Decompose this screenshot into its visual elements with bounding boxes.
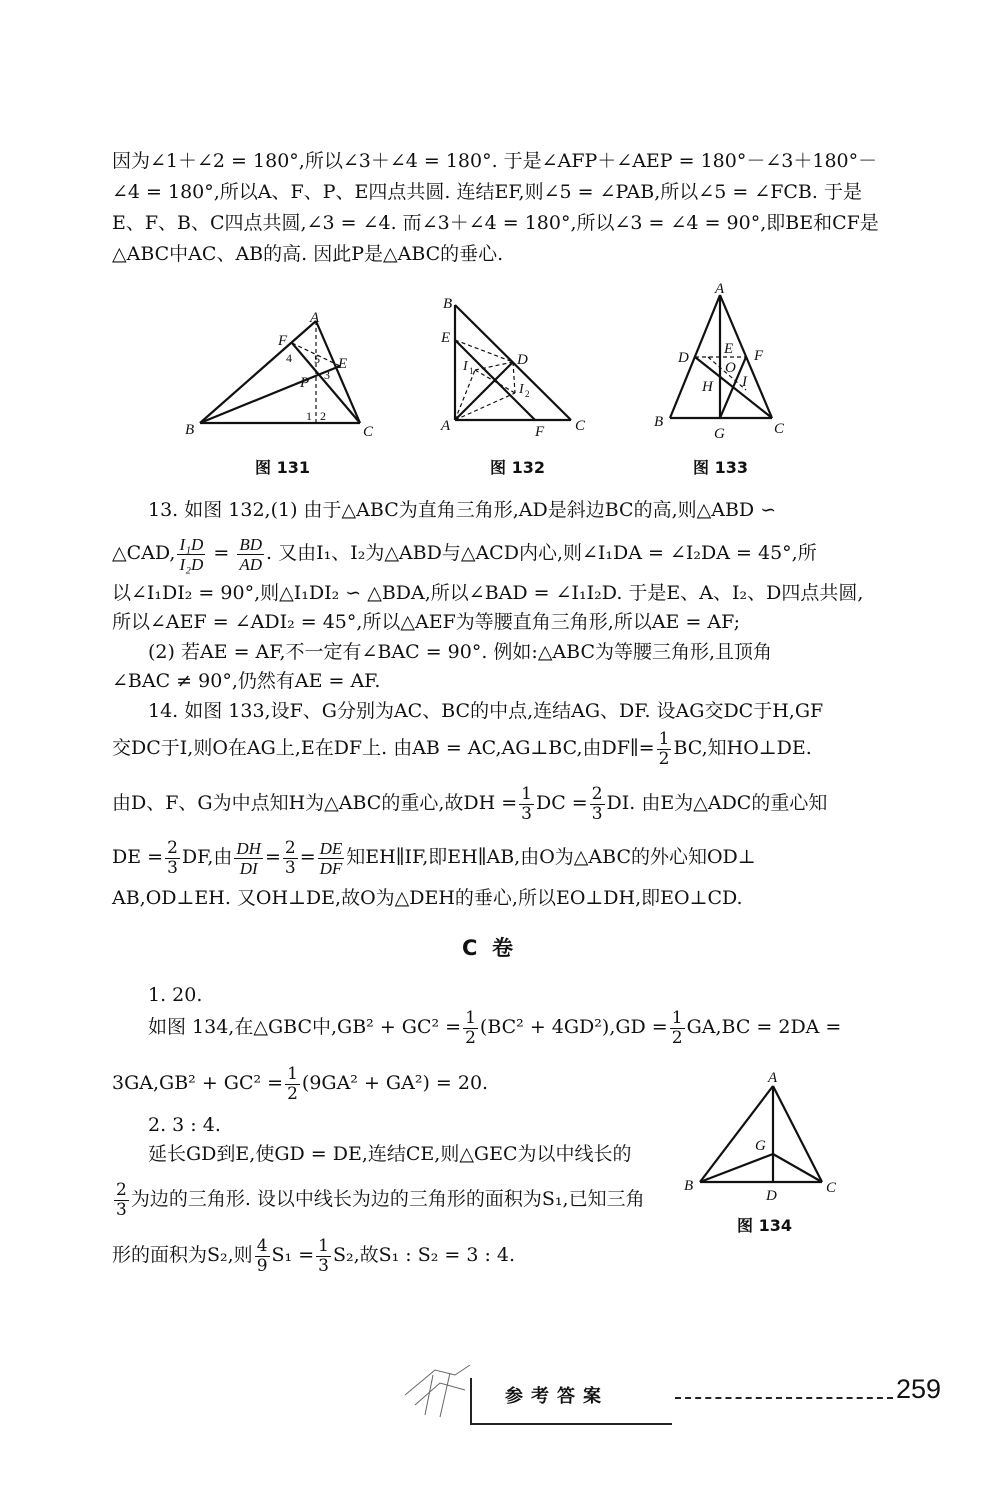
fig132-label-I1: I [463, 359, 468, 374]
fig132-label-I2-sub: 2 [525, 389, 530, 399]
fig132-caption: 图 132 [490, 458, 545, 477]
fig133-label-H: H [702, 379, 713, 395]
fraction-denominator: AD [239, 554, 262, 574]
fig131-label-F: F [278, 333, 288, 349]
problem13-line2-end: . 又由I₁、I₂为△ABD与△ACD内心,则∠I₁DA = ∠I₂DA = 45°,所 [266, 542, 817, 564]
problem14-line4-mid1: DF,由 [181, 846, 233, 868]
fraction-numerator: 2 [116, 1179, 127, 1200]
problem14-line3-mid: DC = [535, 792, 588, 814]
fraction-denominator: 3 [591, 803, 603, 824]
fig131-num-1: 1 [306, 409, 312, 423]
c2-answer: 2. 3 : 4. [148, 1114, 221, 1136]
figure-131 [180, 305, 380, 440]
problem14-line5: AB,OD⊥EH. 又OH⊥DE,故O为△DEH的垂心,所以EO⊥DH,即EO⊥CD. [112, 887, 743, 909]
fraction-denominator: 3 [116, 1199, 127, 1220]
problem13-line5: (2) 若AE = AF,不一定有∠BAC = 90°. 例如:△ABC为等腰三角形,且顶角 [148, 641, 773, 663]
fig133-label-I: I [742, 374, 747, 390]
fraction-numerator: 1 [287, 1063, 298, 1084]
fraction-numerator: I₁D [179, 534, 204, 554]
fraction-one-half [670, 1009, 685, 1048]
fig133-label-A: A [715, 281, 725, 297]
problem14-line2 [112, 725, 812, 771]
fraction-one-third [316, 1237, 331, 1276]
fig131-num-4: 4 [286, 351, 292, 365]
fraction-denominator: 2 [658, 748, 670, 769]
footer-dashed-line [675, 1397, 893, 1399]
fig131-label-C: C [363, 424, 374, 440]
fig132-label-I2: I [519, 382, 524, 397]
problem14-line3-end: DI. 由E为△ADC的重心知 [606, 792, 828, 814]
fraction-denominator: DI [239, 858, 258, 878]
fig132-label-E: E [441, 330, 451, 346]
problem13-line2 [112, 530, 817, 576]
c1-line2 [112, 1060, 488, 1106]
fraction-denominator: 2 [287, 1083, 298, 1104]
fraction-denominator: 2 [671, 1027, 683, 1048]
fig132-label-B: B [443, 296, 453, 312]
fraction-numerator: DH [236, 838, 261, 858]
fraction-two-thirds [114, 1181, 129, 1220]
fig134-caption: 图 134 [737, 1216, 792, 1235]
fraction-denominator: 3 [284, 857, 296, 878]
fig131-label-E: E [338, 356, 348, 372]
fig132-label-D: D [517, 352, 528, 368]
fraction-denominator: 3 [167, 857, 178, 878]
fraction-four-ninths [255, 1237, 270, 1276]
problem14-line4-end: 知EH∥IF,即EH∥AB,由O为△ABC的外心知OD⊥ [346, 846, 756, 868]
fig132-label-I1-sub: 1 [469, 366, 474, 376]
fraction-denominator: 3 [318, 1255, 329, 1276]
c1-line2-start: 3GA,GB² + GC² = [112, 1072, 284, 1094]
problem14-line1: 14. 如图 133,设F、G分别为AC、BC的中点,连结AG、DF. 设AG交DC于H,GF [148, 700, 824, 722]
fig134-label-C: C [826, 1180, 837, 1196]
fraction-denominator: 9 [256, 1255, 268, 1276]
c2-line3-end: S₂,故S₁ : S₂ = 3 : 4. [332, 1244, 516, 1266]
c2-line3 [112, 1232, 515, 1278]
fig134-label-D: D [766, 1188, 777, 1204]
fig133-caption: 图 133 [693, 458, 748, 477]
fraction-denominator: I₂D [179, 554, 204, 574]
fraction-numerator: BD [239, 534, 262, 554]
problem13-line3: 以∠I₁DI₂ = 90°,则△I₁DI₂ ∽ △BDA,所以∠BAD = ∠I₁I₂D. 于是E、A、I₂、D四点共圆, [112, 582, 864, 604]
c1-answer: 1. 20. [148, 984, 203, 1006]
problem13-line6: ∠BAC ≠ 90°,仍然有AE = AF. [112, 670, 381, 692]
c2-line3-mid: S₁ = [271, 1244, 315, 1266]
fig133-label-E: E [724, 341, 734, 357]
fraction-numerator: 2 [591, 783, 603, 804]
para1-line4: △ABC中AC、AB的高. 因此P是△ABC的垂心. [112, 243, 504, 265]
fig133-label-G: G [714, 426, 725, 442]
c1-line1-mid: (BC² + 4GD²),GD = [479, 1016, 668, 1038]
para1-line3: E、F、B、C四点共圆,∠3 = ∠4. 而∠3＋∠4 = 180°,所以∠3 = ∠4 = 90°,即BE和CF是 [112, 212, 879, 234]
fraction-two-thirds [165, 839, 180, 878]
fig131-caption: 图 131 [255, 458, 310, 477]
fraction-numerator: 2 [284, 837, 296, 858]
c2-line1: 延长GD到E,使GD = DE,连结CE,则△GEC为以中线长的 [148, 1143, 632, 1165]
c2-line3-start: 形的面积为S₂,则 [112, 1244, 253, 1266]
fig132-label-C: C [575, 418, 586, 434]
fraction-denominator: 2 [465, 1027, 476, 1048]
c1-line1-start: 如图 134,在△GBC中,GB² + GC² = [148, 1016, 462, 1038]
fig133-label-D: D [678, 350, 689, 366]
fraction-numerator: 1 [465, 1007, 476, 1028]
fig133-label-B: B [654, 414, 664, 430]
c1-line2-end: (9GA² + GA²) = 20. [301, 1072, 489, 1094]
problem13-line2-start: △CAD, [112, 542, 176, 564]
para1-line1: 因为∠1＋∠2 = 180°,所以∠3＋∠4 = 180°. 于是∠AFP＋∠AEP = 180°－∠3＋180°－ [112, 150, 878, 172]
fraction-dh-di [234, 839, 263, 878]
fig133-label-F: F [754, 348, 764, 364]
equals-sign: = [264, 846, 281, 868]
para1-line2: ∠4 = 180°,所以A、F、P、E四点共圆. 连结EF,则∠5 = ∠PAB,所以∠5 = ∠FCB. 于是 [112, 181, 862, 203]
fraction-denominator: DF [319, 858, 343, 878]
c2-line2 [112, 1176, 645, 1222]
c1-line1-end: GA,BC = 2DA = [686, 1016, 842, 1038]
problem14-line4-start: DE = [112, 846, 164, 868]
fraction-de-df [318, 839, 345, 878]
fraction-denominator: 3 [521, 803, 532, 824]
fig133-label-C: C [774, 421, 785, 437]
problem13-line4: 所以∠AEF = ∠ADI₂ = 45°,所以△AEF为等腰直角三角形,所以AE = AF; [112, 611, 741, 633]
fraction-bd-ad [237, 535, 264, 574]
fig134-label-G: G [755, 1138, 766, 1154]
problem14-line4 [112, 834, 756, 880]
problem14-line3 [112, 780, 827, 826]
fraction-one-half [285, 1065, 300, 1104]
fraction-i1d-i2d [177, 535, 205, 574]
fig131-num-2: 2 [320, 409, 326, 423]
parallel-equal-symbol: ∥= [629, 737, 655, 759]
fraction-numerator: 1 [521, 783, 532, 804]
problem13-line1: 13. 如图 132,(1) 由于△ABC为直角三角形,AD是斜边BC的高,则△ABD ∽ [148, 499, 777, 521]
c2-line2-text: 为边的三角形. 设以中线长为边的三角形的面积为S₁,已知三角 [130, 1188, 645, 1210]
section-c-title: C 卷 [462, 936, 514, 960]
fig132-label-A: A [441, 418, 451, 434]
page-number: 259 [896, 1374, 942, 1404]
fig131-num-3: 3 [324, 368, 330, 382]
figure-133 [650, 280, 800, 445]
fraction-two-thirds [283, 839, 298, 878]
fraction-one-half [657, 730, 672, 769]
fraction-numerator: 1 [671, 1007, 683, 1028]
fraction-one-third [519, 785, 534, 824]
figure-134 [680, 1068, 840, 1208]
fig132-label-F: F [535, 424, 545, 440]
fig134-label-B: B [684, 1178, 694, 1194]
fig131-num-5: 5 [314, 352, 320, 366]
fig134-label-A: A [768, 1070, 778, 1086]
c1-line1 [148, 1004, 841, 1050]
problem14-line2-start: 交DC于I,则O在AG上,E在DF上. 由AB = AC,AG⊥BC,由DF [112, 737, 630, 759]
figure-132 [435, 290, 595, 440]
fraction-two-thirds [590, 785, 605, 824]
equals-sign: = [207, 542, 236, 564]
footer-label: 参考答案 [505, 1386, 609, 1407]
equals-sign: = [299, 846, 316, 868]
fraction-one-half [463, 1009, 478, 1048]
fraction-numerator: 4 [256, 1235, 268, 1256]
fraction-numerator: 1 [658, 728, 670, 749]
fraction-numerator: 2 [167, 837, 178, 858]
fig131-label-P: P [300, 375, 310, 391]
fig133-label-O: O [725, 360, 736, 376]
fraction-numerator: 1 [318, 1235, 329, 1256]
fig131-label-A: A [310, 310, 320, 326]
fig131-label-B: B [185, 422, 195, 438]
problem14-line3-start: 由D、F、G为中点知H为△ABC的重心,故DH = [112, 792, 518, 814]
problem14-line2-end: BC,知HO⊥DE. [673, 737, 812, 759]
fraction-numerator: DE [319, 838, 343, 858]
